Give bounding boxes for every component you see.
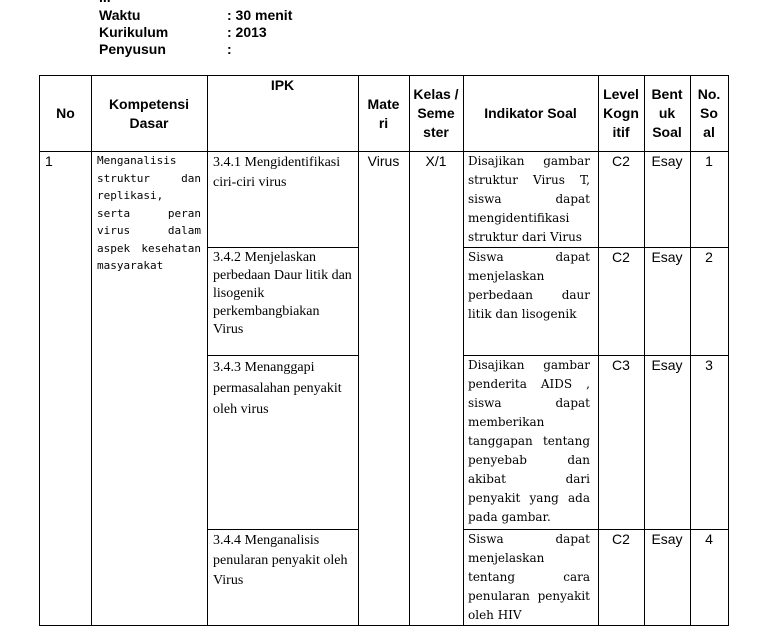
nosoal-text: 3 <box>705 357 713 373</box>
ipk-text: 3.4.4 Menganalisis penularan penyakit oleh Virus <box>213 533 348 588</box>
indikator-text: Siswa dapat menjelaskan tentang cara penularan penyakit oleh HIV <box>468 532 590 622</box>
column-header-ipk: IPK <box>270 77 295 93</box>
column-header-materi: Mate ri <box>367 95 400 131</box>
kelas-text: X/1 <box>425 153 447 169</box>
nosoal-text: 1 <box>705 153 713 169</box>
bentuk-text: Esay <box>651 357 683 373</box>
grid-line <box>91 76 92 625</box>
column-header-no-soal: No. So al <box>697 86 721 140</box>
kompetensi-dasar-text: Menganalisis struktur dan replikasi, serta peran virus dalam aspek kesehatan masyarakat <box>97 154 201 272</box>
level-text: C2 <box>612 531 630 547</box>
indikator-text: Siswa dapat menjelaskan perbedaan daur litik dan lisogenik <box>468 250 590 321</box>
level-text: C3 <box>612 357 630 373</box>
grid-line <box>207 355 358 356</box>
nosoal-text: 4 <box>705 531 713 547</box>
ipk-text: 3.4.2 Menjelaskan perbedaan Daur litik dan lisogenik perkembangbiakan Virus <box>213 250 352 337</box>
header-label: Kurikulum <box>99 24 169 40</box>
bentuk-text: Esay <box>651 153 683 169</box>
header-label: Waktu <box>99 7 141 23</box>
column-header-level-kognitif: Level Kogn itif <box>603 86 639 140</box>
ipk-text: 3.4.1 Mengidentifikasi ciri-ciri virus <box>213 155 341 190</box>
indikator-text: Disajikan gambar struktur Virus T, siswa dapat mengidentifikasi struktur dari Virus <box>468 154 590 244</box>
column-header-bentuk-soal: Bent uk Soal <box>651 86 683 140</box>
header-value: : <box>227 41 232 57</box>
indikator-text: Disajikan gambar penderita AIDS , siswa dapat memberikan tanggapan tentang penyebab dan akibat dari penyakit yang ada pada gambar. <box>468 358 590 524</box>
grid-line <box>207 529 358 530</box>
materi-text: Virus <box>367 153 400 169</box>
header-label: Penyusun <box>99 41 166 57</box>
nosoal-text: 2 <box>705 249 713 265</box>
kisi-kisi-table <box>39 75 729 626</box>
row-number: 1 <box>45 153 53 169</box>
grid-line <box>463 76 464 625</box>
header-value: : 2013 <box>227 24 267 40</box>
grid-line <box>207 247 358 248</box>
bentuk-text: Esay <box>651 249 683 265</box>
header-value: : 30 menit <box>227 7 293 23</box>
column-header-kompetensi-dasar: Kompetensi Dasar <box>108 95 190 131</box>
cut-off-text <box>99 0 111 5</box>
level-text: C2 <box>612 249 630 265</box>
bentuk-text: Esay <box>651 531 683 547</box>
ipk-text: 3.4.3 Menanggapi permasalahan penyakit oleh virus <box>213 360 342 417</box>
column-header-indikator-soal: Indikator Soal <box>484 105 577 121</box>
level-text: C2 <box>612 153 630 169</box>
column-header-no: No <box>56 105 75 121</box>
column-header-kelas-semester: Kelas / Seme ster <box>413 86 459 140</box>
grid-line <box>207 76 208 625</box>
